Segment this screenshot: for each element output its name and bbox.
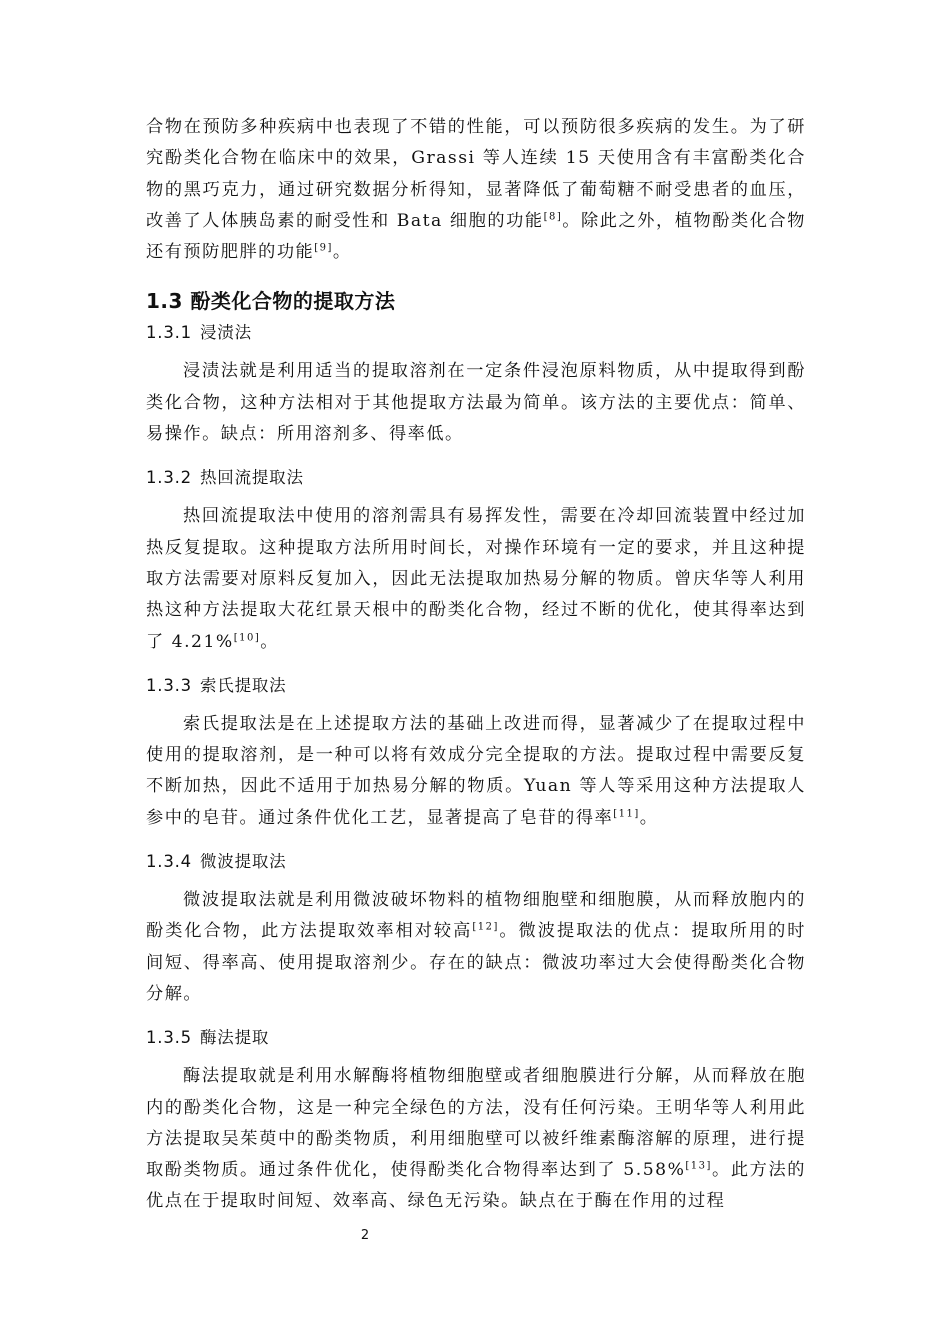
- paragraph-text-continued: 。此方法的优点在于提取时间短、效率高、绿色无污染。缺点在于酶在作用的过程: [146, 1160, 806, 1212]
- subsection-heading-4: [146, 847, 806, 877]
- intro-text-2: 。除此之外，植物酚类化合物还有预防肥胖的功能: [146, 210, 806, 263]
- subsection-title: 微波提取法: [199, 852, 287, 872]
- paragraph-text: 酶法提取就是利用水解酶将植物细胞壁或者细胞膜进行分解，从而释放在胞内的酚类化合物，这是一种完全绿色的方法，没有任何污染。王明华等人利用此方法提取吴茱萸中的酚类物质，利用细胞壁可以被纤维素酶溶解的原理，进行提取酚类物质。通过条件优化，使得酚类化合物得率达到了 5.58%: [146, 1066, 806, 1181]
- subsection-number: 1.3.4: [146, 852, 192, 872]
- citation-9: [9]: [314, 242, 333, 254]
- subsection-heading-2: [146, 463, 806, 493]
- paragraph-end: 。: [260, 631, 279, 652]
- paragraph-soxhlet: [146, 709, 806, 834]
- subsection-title: 热回流提取法: [199, 468, 304, 488]
- paragraph-enzymatic: [146, 1061, 806, 1217]
- subsection-heading-5: [146, 1023, 806, 1053]
- paragraph-maceration: [146, 356, 806, 450]
- paragraph-text-continued: 。微波提取法的优点：提取所用的时间短、得率高、使用提取溶剂少。存在的缺点：微波功率过大会使得酚类化合物分解。: [146, 921, 806, 1004]
- paragraph-text: 索氏提取法是在上述提取方法的基础上改进而得，显著减少了在提取过程中使用的提取溶剂，是一种可以将有效成分完全提取的方法。提取过程中需要反复不断加热，因此不适用于加热易分解的物质。Yuan 等人等采用这种方法提取人参中的皂苷。通过条件优化工艺，显著提高了皂苷的得率: [146, 713, 806, 828]
- subsection-number: 1.3.3: [146, 675, 192, 695]
- citation-11: [11]: [613, 808, 640, 820]
- subsection-number: 1.3.2: [146, 468, 192, 488]
- subsection-title: 索氏提取法: [199, 675, 287, 695]
- citation-10: [10]: [233, 631, 261, 643]
- paragraph-microwave: [146, 885, 806, 1010]
- subsection-heading-3: [146, 671, 806, 701]
- subsection-number: 1.3.1: [146, 323, 192, 343]
- intro-text-1: 合物在预防多种疾病中也表现了不错的性能，可以预防很多疾病的发生。为了研究酚类化合物在临床中的效果，Grassi 等人连续 15 天使用含有丰富酚类化合物的黑巧克力，通过研究数据分析得知，显著降低了葡萄糖不耐受患者的血压，改善了人体胰岛素的耐受性和 Bata 细胞的功能: [146, 117, 806, 231]
- paragraph-end: 。: [639, 807, 659, 828]
- page-number: 2: [360, 1228, 370, 1243]
- subsection-title: 浸渍法: [199, 323, 252, 343]
- section-heading: 1.3 酚类化合物的提取方法: [146, 289, 396, 314]
- subsection-number: 1.3.5: [146, 1028, 192, 1048]
- intro-paragraph: [146, 112, 806, 268]
- intro-text-3: 。: [332, 242, 352, 263]
- paragraph-text: 浸渍法就是利用适当的提取溶剂在一定条件浸泡原料物质，从中提取得到酚类化合物，这种方法相对于其他提取方法最为简单。该方法的主要优点：简单、易操作。缺点：所用溶剂多、得率低。: [146, 361, 806, 445]
- paragraph-text: 微波提取法就是利用微波破坏物料的植物细胞壁和细胞膜，从而释放胞内的酚类化合物，此方法提取效率相对较高: [146, 890, 806, 942]
- subsection-title: 酶法提取: [199, 1028, 270, 1048]
- paragraph-reflux: [146, 501, 806, 657]
- citation-13: [13]: [685, 1160, 712, 1172]
- citation-8: [8]: [543, 211, 563, 223]
- subsection-heading-1: [146, 318, 806, 348]
- citation-12: [12]: [472, 921, 499, 933]
- document-body: [146, 112, 806, 1218]
- paragraph-text: 热回流提取法中使用的溶剂需具有易挥发性，需要在冷却回流装置中经过加热反复提取。这种提取方法所用时间长，对操作环境有一定的要求，并且这种提取方法需要对原料反复加入，因此无法提取加热易分解的物质。曾庆华等人利用热这种方法提取大花红景天根中的酚类化合物，经过不断的优化，使其得率达到了 4.21%: [146, 506, 806, 652]
